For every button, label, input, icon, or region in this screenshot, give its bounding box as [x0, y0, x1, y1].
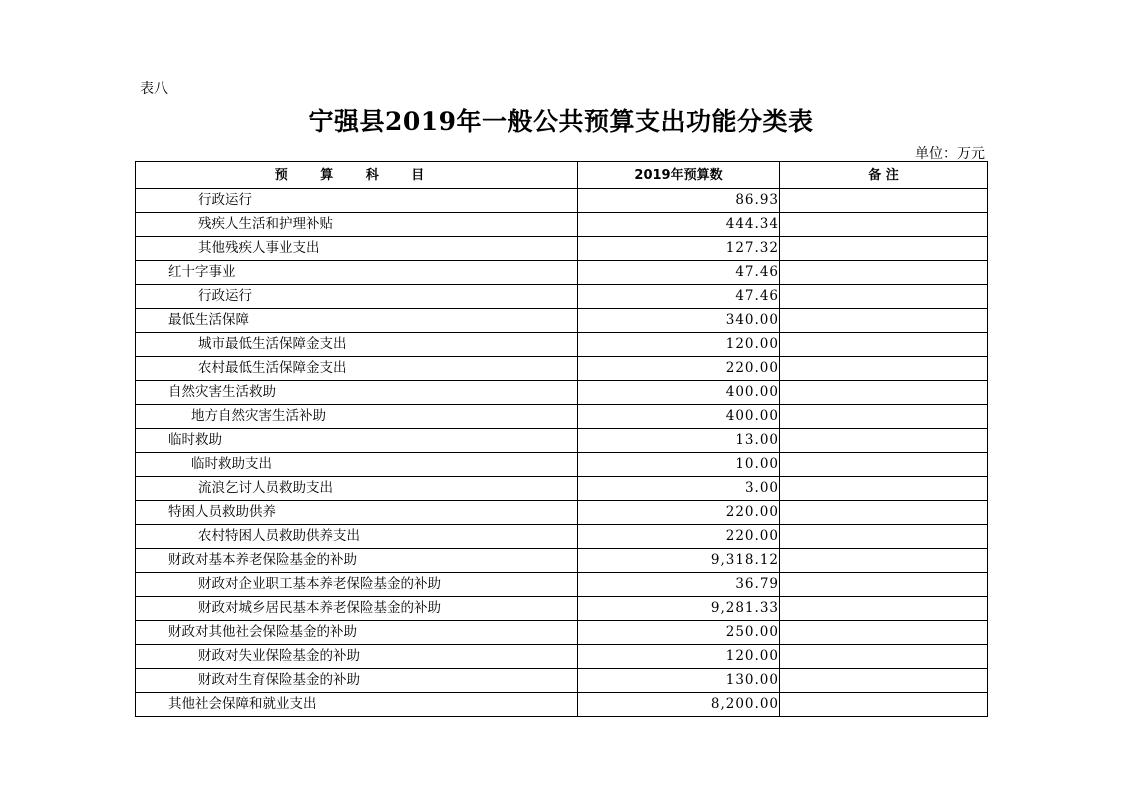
row-subject: 财政对企业职工基本养老保险基金的补助 — [136, 573, 578, 597]
row-subject: 临时救助支出 — [136, 453, 578, 477]
row-subject: 农村最低生活保障金支出 — [136, 357, 578, 381]
table-row — [136, 693, 988, 717]
row-amount: 220.00 — [578, 501, 780, 525]
budget-table — [135, 161, 988, 717]
row-amount: 9,281.33 — [578, 597, 780, 621]
row-subject: 特困人员救助供养 — [136, 501, 578, 525]
row-amount: 120.00 — [578, 645, 780, 669]
table-row — [136, 381, 988, 405]
table-row — [136, 573, 988, 597]
row-subject: 流浪乞讨人员救助支出 — [136, 477, 578, 501]
row-subject: 自然灾害生活救助 — [136, 381, 578, 405]
row-subject: 其他残疾人事业支出 — [136, 237, 578, 261]
row-subject: 农村特困人员救助供养支出 — [136, 525, 578, 549]
table-row — [136, 213, 988, 237]
row-subject: 行政运行 — [136, 285, 578, 309]
row-amount: 400.00 — [578, 405, 780, 429]
table-row — [136, 405, 988, 429]
row-note — [780, 309, 988, 333]
table-label: 表八 — [140, 81, 168, 97]
row-note — [780, 453, 988, 477]
table-row — [136, 621, 988, 645]
row-note — [780, 573, 988, 597]
table-row — [136, 501, 988, 525]
row-amount: 36.79 — [578, 573, 780, 597]
row-amount: 400.00 — [578, 381, 780, 405]
table-row — [136, 189, 988, 213]
table-row — [136, 453, 988, 477]
table-row — [136, 309, 988, 333]
table-row — [136, 261, 988, 285]
row-note — [780, 285, 988, 309]
row-amount: 13.00 — [578, 429, 780, 453]
row-subject: 行政运行 — [136, 189, 578, 213]
column-header-subject: 预 算 科 目 — [136, 162, 578, 189]
row-note — [780, 213, 988, 237]
row-subject: 临时救助 — [136, 429, 578, 453]
row-amount: 220.00 — [578, 357, 780, 381]
row-note — [780, 621, 988, 645]
table-row — [136, 645, 988, 669]
table-body — [136, 189, 988, 717]
row-amount: 220.00 — [578, 525, 780, 549]
table-row — [136, 357, 988, 381]
row-note — [780, 381, 988, 405]
row-subject: 财政对生育保险基金的补助 — [136, 669, 578, 693]
row-subject: 地方自然灾害生活补助 — [136, 405, 578, 429]
table-header-row — [136, 162, 988, 189]
row-note — [780, 477, 988, 501]
unit-label: 单位：万元 — [915, 146, 985, 162]
row-amount: 47.46 — [578, 285, 780, 309]
row-amount: 127.32 — [578, 237, 780, 261]
row-subject: 城市最低生活保障金支出 — [136, 333, 578, 357]
table-row — [136, 597, 988, 621]
table-row — [136, 669, 988, 693]
row-note — [780, 429, 988, 453]
table-row — [136, 429, 988, 453]
table-row — [136, 237, 988, 261]
row-amount: 3.00 — [578, 477, 780, 501]
row-subject: 红十字事业 — [136, 261, 578, 285]
row-note — [780, 333, 988, 357]
row-note — [780, 261, 988, 285]
column-header-note: 备 注 — [780, 162, 988, 189]
table-row — [136, 525, 988, 549]
row-note — [780, 237, 988, 261]
row-note — [780, 645, 988, 669]
row-subject: 其他社会保障和就业支出 — [136, 693, 578, 717]
row-amount: 130.00 — [578, 669, 780, 693]
row-subject: 财政对基本养老保险基金的补助 — [136, 549, 578, 573]
row-note — [780, 597, 988, 621]
row-amount: 444.34 — [578, 213, 780, 237]
row-note — [780, 669, 988, 693]
row-note — [780, 501, 988, 525]
row-amount: 9,318.12 — [578, 549, 780, 573]
row-note — [780, 549, 988, 573]
table-row — [136, 477, 988, 501]
row-subject: 最低生活保障 — [136, 309, 578, 333]
table-row — [136, 285, 988, 309]
table-row — [136, 333, 988, 357]
row-subject: 财政对城乡居民基本养老保险基金的补助 — [136, 597, 578, 621]
row-subject: 财政对其他社会保险基金的补助 — [136, 621, 578, 645]
row-amount: 8,200.00 — [578, 693, 780, 717]
column-header-amount: 2019年预算数 — [578, 162, 780, 189]
row-amount: 340.00 — [578, 309, 780, 333]
row-note — [780, 405, 988, 429]
table-row — [136, 549, 988, 573]
row-subject: 残疾人生活和护理补贴 — [136, 213, 578, 237]
row-note — [780, 357, 988, 381]
page-title: 宁强县2019年一般公共预算支出功能分类表 — [308, 107, 814, 136]
row-note — [780, 189, 988, 213]
row-amount: 47.46 — [578, 261, 780, 285]
row-amount: 10.00 — [578, 453, 780, 477]
row-amount: 250.00 — [578, 621, 780, 645]
row-amount: 86.93 — [578, 189, 780, 213]
row-amount: 120.00 — [578, 333, 780, 357]
row-note — [780, 525, 988, 549]
row-note — [780, 693, 988, 717]
row-subject: 财政对失业保险基金的补助 — [136, 645, 578, 669]
